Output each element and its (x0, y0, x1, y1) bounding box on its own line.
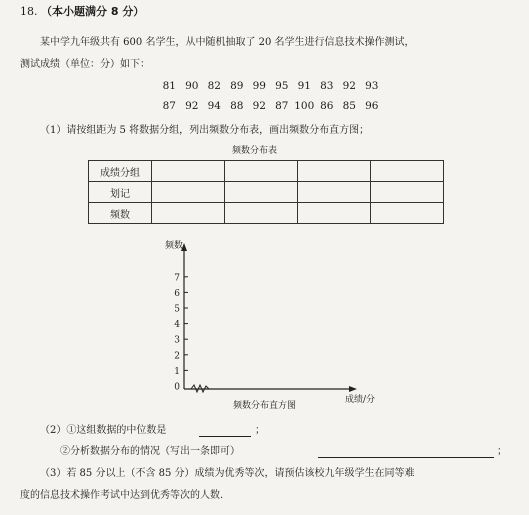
table-title: 频数分布表 (232, 146, 278, 156)
distribution-answer-blank[interactable] (318, 457, 494, 458)
score-value: 100 (294, 100, 315, 112)
chart-caption: 频数分布直方图 (233, 401, 297, 411)
y-tick-label: 1 (174, 366, 180, 377)
score-value: 90 (185, 80, 199, 92)
y-tick-label: 6 (174, 288, 180, 299)
part3-line-2: 度的信息技术操作考试中达到优秀等次的人数. (20, 490, 224, 501)
score-value: 82 (207, 80, 221, 92)
part1-label: （1）请按组距为 5 将数据分组，列出频数分布表，画出频数分布直方图； (40, 125, 370, 136)
score-value: 86 (320, 100, 334, 112)
question-number: 18. (20, 5, 38, 18)
score-value: 85 (342, 100, 356, 112)
part2-line-1-text: （2）①这组数据的中位数是 (40, 425, 167, 436)
row-header-groups: 成绩分组 (89, 161, 152, 182)
x-axis-arrow (349, 386, 357, 392)
row-header-frequency: 频数 (89, 203, 152, 224)
y-ticks-group (174, 273, 188, 392)
part2-line-1-end: ； (255, 425, 265, 436)
intro-line-1: 某中学九年级共有 600 名学生，从中随机抽取了 20 名学生进行信息技术操作测试， (40, 37, 415, 48)
part2-line-2-end: ； (497, 446, 507, 457)
score-value: 95 (275, 80, 289, 92)
score-value: 92 (185, 100, 199, 112)
y-tick-label: 3 (174, 335, 180, 346)
score-value: 91 (297, 80, 311, 92)
part3-line-1: （3）若 85 分以上（不含 85 分）成绩为优秀等次，请预估该校九年级学生在同等难 (40, 468, 415, 479)
score-value: 89 (230, 80, 244, 92)
score-value: 87 (162, 100, 176, 112)
part2-line-1 (40, 424, 166, 437)
x-axis-label: 成绩/分 (345, 395, 376, 405)
score-value: 81 (162, 80, 176, 92)
score-value: 87 (275, 100, 289, 112)
intro-line-2: 测试成绩（单位：分）如下： (20, 59, 150, 70)
score-value: 96 (365, 100, 379, 112)
score-value: 83 (320, 80, 334, 92)
row-header-tally: 划记 (89, 182, 152, 203)
score-value: 88 (230, 100, 244, 112)
score-value: 99 (252, 80, 266, 92)
median-answer-blank[interactable] (199, 436, 251, 437)
y-tick-label: 2 (174, 351, 180, 362)
score-value: 92 (342, 80, 356, 92)
part2-line-2: ②分析数据分布的情况（写出一条即可） (60, 446, 240, 457)
score-value: 93 (365, 80, 379, 92)
y-axis-label: 频数 (165, 241, 184, 251)
y-tick-label: 5 (174, 304, 180, 315)
score-value: 94 (207, 100, 221, 112)
score-value: 92 (252, 100, 266, 112)
score-note: （本小题满分 8 分） (41, 5, 145, 18)
y-tick-label: 0 (174, 382, 180, 393)
y-tick-label: 7 (174, 273, 180, 284)
y-tick-label: 4 (174, 320, 180, 331)
